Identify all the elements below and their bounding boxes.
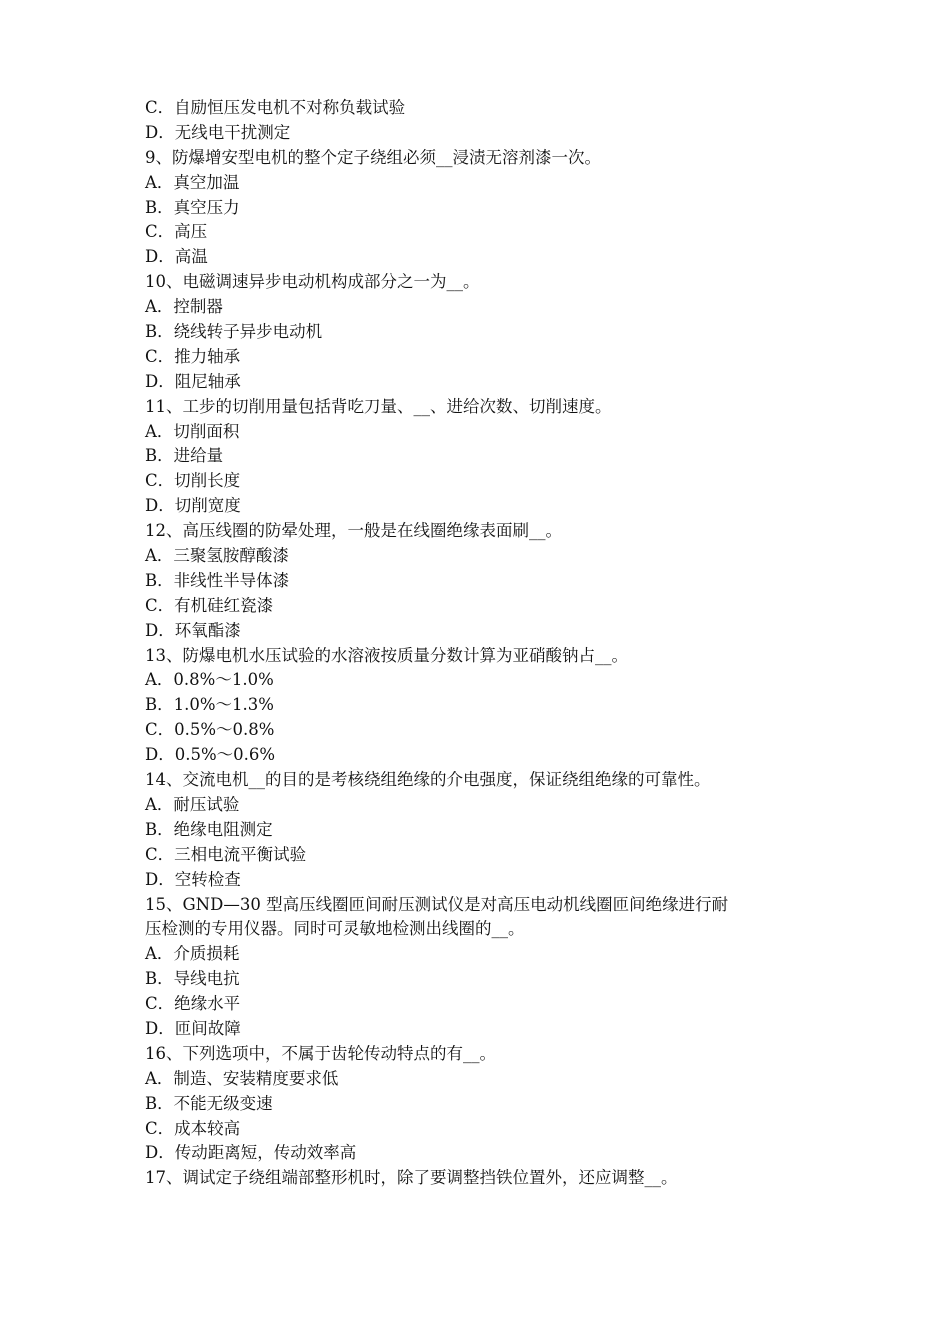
option-a: A．介质损耗 bbox=[145, 944, 240, 964]
option-c: C．绝缘水平 bbox=[145, 994, 241, 1014]
option-a: A．0.8%～1.0% bbox=[145, 670, 274, 690]
option-b: B．不能无级变速 bbox=[145, 1093, 273, 1113]
option-d: D．传动距离短，传动效率高 bbox=[145, 1143, 357, 1163]
option-d: D．0.5%～0.6% bbox=[145, 745, 276, 765]
option-b: B．进给量 bbox=[145, 446, 224, 466]
question-15: 15、GND—30 型高压线圈匝间耐压测试仪是对高压电动机线圈匝间绝缘进行耐 bbox=[145, 894, 729, 914]
option-c: C．成本较高 bbox=[145, 1118, 241, 1138]
question-9: 9、防爆增安型电机的整个定子绕组必须__浸渍无溶剂漆一次。 bbox=[145, 147, 601, 167]
option-a: A．真空加温 bbox=[145, 172, 240, 192]
question-14: 14、交流电机__的目的是考核绕组绝缘的介电强度，保证绕组绝缘的可靠性。 bbox=[145, 770, 711, 790]
question-13: 13、防爆电机水压试验的水溶液按质量分数计算为亚硝酸钠占__。 bbox=[145, 645, 628, 665]
option-a: A．三聚氢胺醇酸漆 bbox=[145, 546, 289, 566]
option-d: D．切削宽度 bbox=[145, 496, 241, 516]
option-c: C．有机硅红瓷漆 bbox=[145, 595, 274, 615]
option-b: B．绕线转子异步电动机 bbox=[145, 322, 323, 342]
question-17: 17、调试定子绕组端部整形机时，除了要调整挡铁位置外，还应调整__。 bbox=[145, 1168, 678, 1188]
option-d: D．无线电干扰测定 bbox=[145, 122, 291, 142]
option-c: C．0.5%～0.8% bbox=[145, 720, 275, 740]
question-12: 12、高压线圈的防晕处理，一般是在线圈绝缘表面刷__。 bbox=[145, 521, 562, 541]
option-b: B．真空压力 bbox=[145, 197, 240, 217]
option-c: C．切削长度 bbox=[145, 471, 241, 491]
option-d: D．阻尼轴承 bbox=[145, 371, 241, 391]
option-c: C．自励恒压发电机不对称负载试验 bbox=[145, 98, 406, 117]
option-b: B．非线性半导体漆 bbox=[145, 570, 290, 590]
option-d: D．环氧酯漆 bbox=[145, 620, 241, 640]
option-c: C．三相电流平衡试验 bbox=[145, 844, 307, 864]
option-d: D．匝间故障 bbox=[145, 1018, 241, 1038]
document-page bbox=[145, 96, 825, 1191]
question-10: 10、电磁调速异步电动机构成部分之一为__。 bbox=[145, 272, 480, 292]
option-d: D．空转检查 bbox=[145, 869, 241, 889]
option-b: B．绝缘电阻测定 bbox=[145, 819, 273, 839]
option-b: B．导线电抗 bbox=[145, 969, 240, 989]
option-c: C．高压 bbox=[145, 222, 208, 242]
option-b: B．1.0%～1.3% bbox=[145, 695, 274, 715]
question-11: 11、工步的切削用量包括背吃刀量、__、进给次数、切削速度。 bbox=[145, 396, 612, 416]
option-d: D．高温 bbox=[145, 247, 208, 267]
option-c: C．推力轴承 bbox=[145, 346, 241, 366]
option-a: A．耐压试验 bbox=[145, 794, 240, 814]
option-a: A．控制器 bbox=[145, 297, 223, 317]
question-15-continued: 压检测的专用仪器。同时可灵敏地检测出线圈的__。 bbox=[145, 919, 525, 939]
question-16: 16、下列选项中，不属于齿轮传动特点的有__。 bbox=[145, 1043, 496, 1063]
option-a: A．切削面积 bbox=[145, 421, 240, 441]
option-a: A．制造、安装精度要求低 bbox=[145, 1068, 339, 1088]
